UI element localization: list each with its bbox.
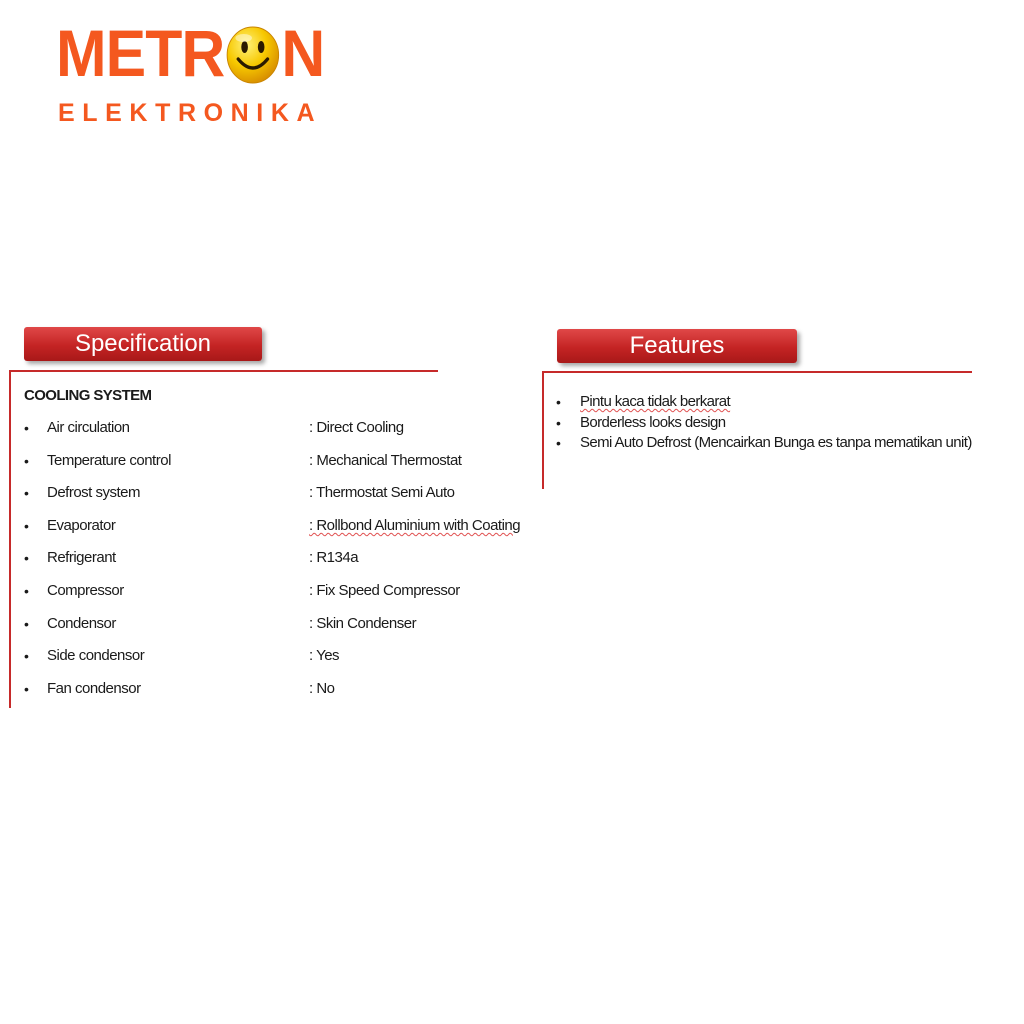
spec-label: Fan condensor: [47, 679, 141, 697]
specification-top-rule: [10, 370, 438, 372]
spec-label: Condensor: [47, 614, 116, 632]
features-left-rule: [542, 371, 544, 489]
spec-value: : Direct Cooling: [309, 419, 404, 436]
feature-text: Borderless looks design: [580, 413, 726, 431]
feature-text: Pintu kaca tidak berkarat: [580, 393, 731, 410]
brand-subtitle: ELEKTRONIKA: [58, 99, 323, 127]
brand-name-part2: N: [281, 16, 325, 90]
spec-value: : Fix Speed Compressor: [309, 581, 460, 599]
bullet: •: [556, 435, 561, 451]
spec-row-temperature-control: [24, 450, 534, 483]
spec-row-fan-condensor: [24, 678, 534, 711]
bullet: •: [24, 582, 29, 599]
features-top-rule: [544, 371, 972, 373]
feature-item: [556, 413, 996, 434]
spec-row-side-condensor: [24, 645, 534, 678]
features-header-label: Features: [629, 332, 725, 359]
spec-label: Temperature control: [47, 451, 171, 469]
spec-value: : No: [309, 679, 335, 697]
spec-label: Defrost system: [47, 484, 141, 502]
brand-name-part1: METR: [56, 16, 225, 90]
spec-row-compressor: [24, 580, 534, 613]
spec-row-air-circulation: [24, 417, 534, 450]
bullet: •: [24, 615, 29, 632]
spec-label: Refrigerant: [47, 549, 116, 567]
spec-label: Side condensor: [47, 647, 145, 665]
specification-header-label: Specification: [74, 330, 212, 357]
spec-value: : Rollbond Aluminium with Coating: [309, 516, 521, 534]
feature-item: [556, 433, 996, 454]
bullet: •: [24, 452, 29, 469]
spec-value: : Mechanical Thermostat: [309, 451, 462, 469]
brand-name: [56, 18, 324, 88]
spec-value: : Thermostat Semi Auto: [309, 484, 455, 502]
bullet: •: [556, 414, 561, 431]
brand-logo: [56, 16, 336, 127]
specification-list: [24, 417, 534, 710]
spec-row-evaporator: [24, 515, 534, 548]
features-header: [557, 329, 797, 363]
specification-header: [24, 327, 262, 361]
spec-label: Evaporator: [47, 516, 116, 534]
feature-item: [556, 392, 996, 413]
spec-label: Compressor: [47, 581, 124, 599]
bullet: •: [24, 648, 29, 665]
specification-left-rule: [9, 370, 11, 708]
cooling-system-title: COOLING SYSTEM: [24, 387, 152, 404]
spec-label: Air circulation: [47, 419, 130, 436]
spec-row-defrost-system: [24, 482, 534, 515]
bullet: •: [24, 550, 29, 567]
spec-row-condensor: [24, 613, 534, 646]
bullet: •: [556, 394, 561, 410]
bullet: •: [24, 517, 29, 534]
spec-value: : Yes: [309, 647, 340, 665]
smiley-face-icon: [225, 25, 280, 85]
bullet: •: [24, 485, 29, 502]
spec-row-refrigerant: [24, 547, 534, 580]
bullet: •: [24, 420, 29, 436]
spec-value: : Skin Condenser: [309, 614, 417, 632]
features-list: [556, 392, 996, 454]
spec-value: : R134a: [309, 549, 359, 567]
bullet: •: [24, 680, 29, 697]
feature-text: Semi Auto Defrost (Mencairkan Bunga es tanpa mematikan unit): [580, 434, 972, 451]
